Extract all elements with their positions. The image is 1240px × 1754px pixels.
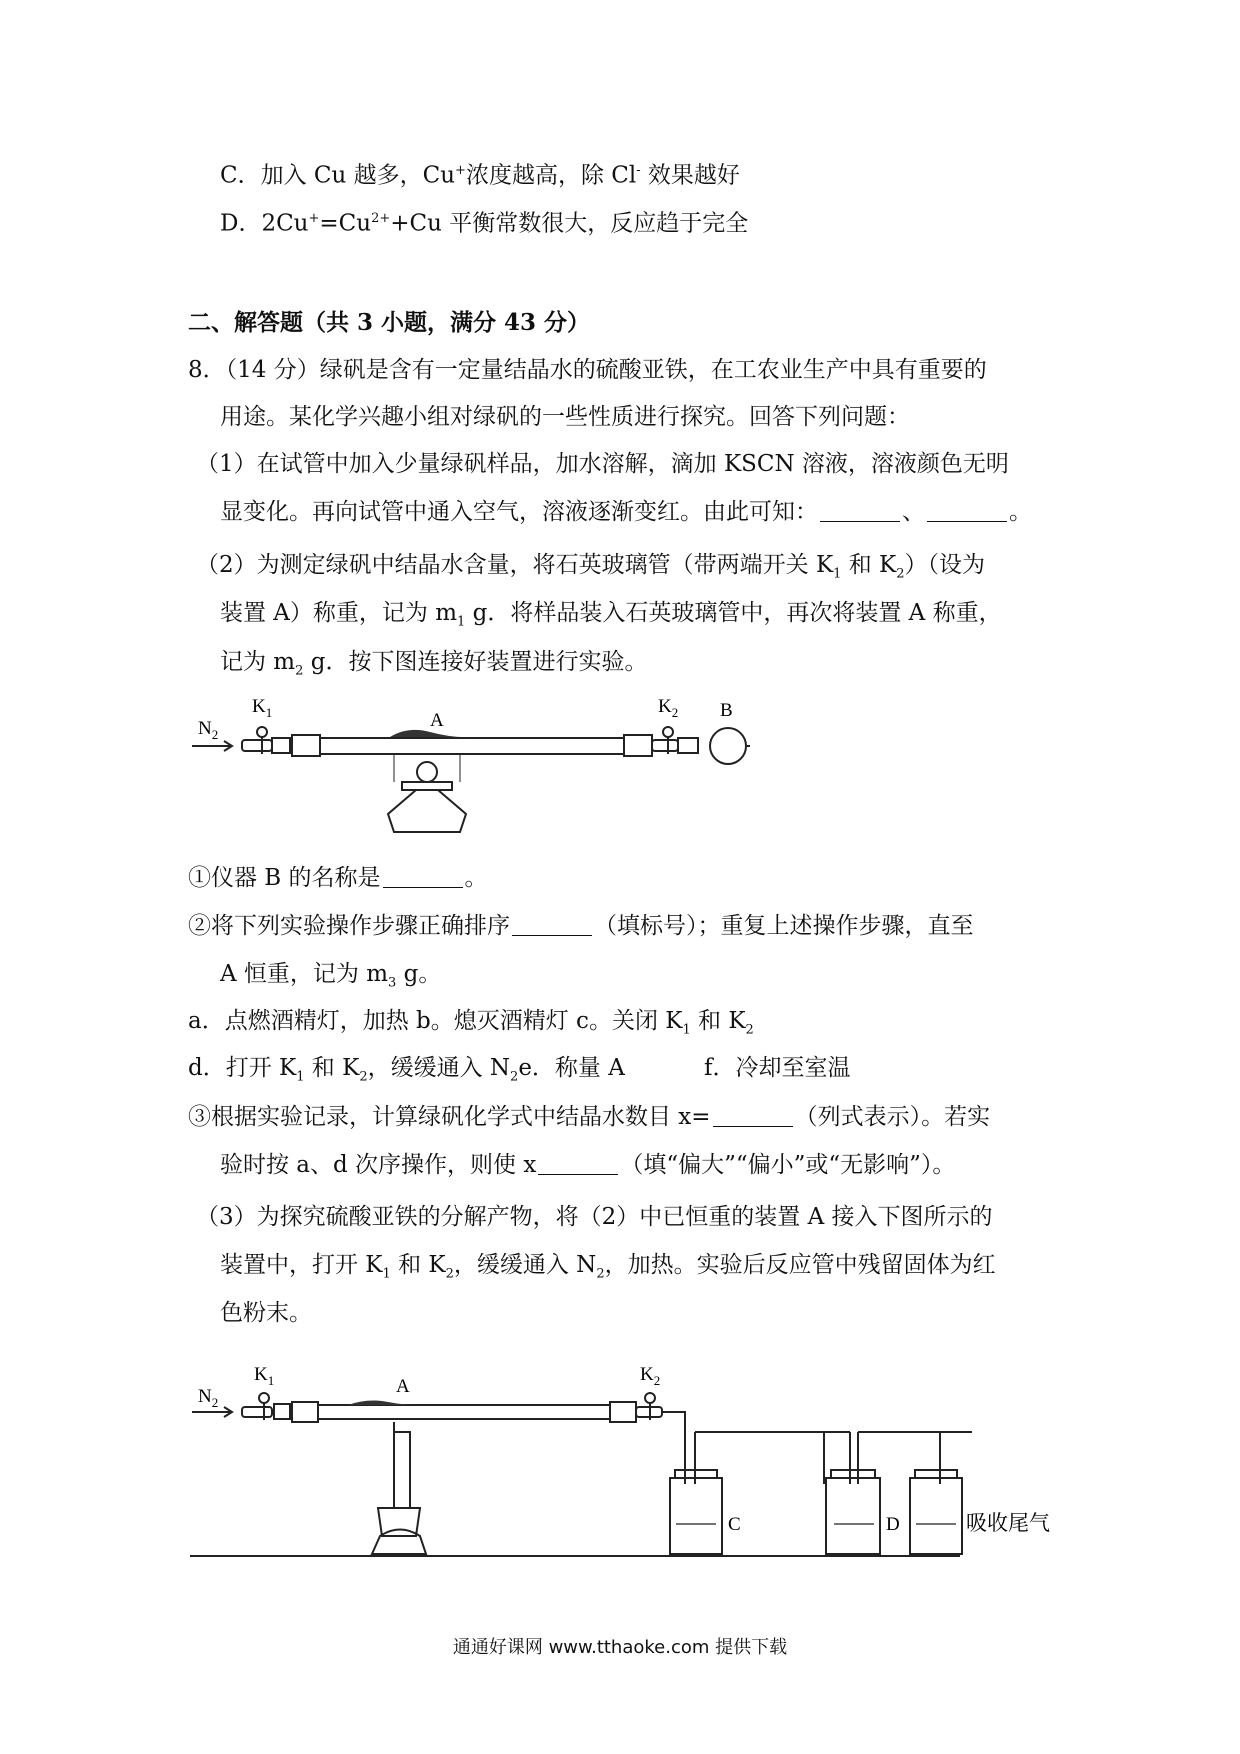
q8-part1-line1: （1）在试管中加入少量绿矾样品，加水溶解，滴加 KSCN 溶液，溶液颜色无明	[196, 451, 1009, 477]
option-c: C．加入 Cu 越多，Cu+浓度越高，除 Cl- 效果越好	[220, 162, 740, 189]
answer-blank[interactable]	[512, 915, 592, 936]
answer-blank[interactable]	[538, 1154, 618, 1175]
drying-tube-b	[710, 728, 746, 764]
svg-text:C: C	[728, 1514, 741, 1535]
apparatus-figure-1	[190, 690, 750, 840]
quartz-tube	[318, 1405, 610, 1419]
answer-blank[interactable]	[383, 867, 463, 888]
k1-connector	[272, 738, 290, 753]
quartz-tube	[320, 738, 624, 754]
burner-base	[372, 1530, 426, 1555]
q8-part3-line2: 装置中，打开 $K_1$ 和 $K_2$，缓缓通入 $N_2$，加热。实验后反应管中残留固体为红	[220, 1252, 996, 1282]
q8-step2: ②将下列实验操作步骤正确排序 （填标号）；重复上述操作步骤，直至	[188, 913, 974, 939]
b-connector	[678, 738, 698, 753]
section-title: 二、解答题（共 3 小题，满分 43 分）	[188, 309, 591, 336]
q8-part3-line3: 色粉末。	[220, 1300, 312, 1326]
svg-text:N2: $N_2$	[198, 1386, 219, 1410]
tail-gas-label: 吸收尾气	[966, 1511, 1050, 1535]
wash-bottle-d	[824, 1432, 880, 1554]
a-label: A	[430, 710, 444, 731]
svg-text:A: A	[396, 1376, 410, 1397]
k1-tube	[242, 740, 272, 751]
tube-stopper-right	[624, 735, 652, 756]
lamp-wick-holder	[402, 782, 452, 790]
apparatus-figure-2	[190, 1358, 1050, 1600]
q8-step1: ①仪器 B 的名称是 。	[188, 865, 488, 891]
q8-steps-line1: a．点燃酒精灯，加热 b。熄灭酒精灯 c。关闭 $K_1$ 和 $K_2$	[188, 1008, 754, 1038]
q8-steps-line2: d．打开 $K_1$ 和 $K_2$，缓缓通入 $N_2e$．称量 A	[188, 1055, 625, 1085]
answer-blank[interactable]	[820, 501, 900, 522]
tube-stopper-left	[292, 735, 320, 756]
answer-blank[interactable]	[927, 501, 1007, 522]
k1-label: $K_1$	[252, 696, 273, 720]
k2-tube	[652, 740, 678, 751]
page-footer: 通通好课网 www.tthaoke.com 提供下载	[452, 1637, 788, 1658]
k2-label: $K_2$	[658, 696, 679, 720]
svg-text:K1: $K_1$	[254, 1364, 275, 1388]
q8-steps-line2-f: f．冷却至室温	[704, 1055, 851, 1081]
q8-part2-line3: 记为 $m_2$ g．按下图连接好装置进行实验。	[220, 649, 648, 679]
alcohol-lamp	[388, 790, 466, 832]
answer-blank[interactable]	[713, 1106, 793, 1127]
q8-intro-line2: 用途。某化学兴趣小组对绿矾的一些性质进行探究。回答下列问题：	[220, 404, 910, 430]
burner-stand	[394, 1422, 410, 1508]
q8-part3-line1: （3）为探究硫酸亚铁的分解产物，将（2）中已恒重的装置 A 接入下图所示的	[196, 1204, 993, 1230]
b-label: B	[720, 700, 733, 721]
n2-label: $N_2$	[198, 718, 219, 742]
k2-valve	[663, 727, 673, 737]
q8-part2-line1: （2）为测定绿矾中结晶水含量，将石英玻璃管（带两端开关 $K_1$ 和 $K_2$）（设为	[196, 552, 986, 582]
k1-valve	[257, 727, 267, 737]
q8-step3: ③根据实验记录，计算绿矾化学式中结晶水数目 x= （列式表示）。若实	[188, 1104, 991, 1130]
lamp-flame	[417, 762, 437, 782]
q8-part2-line2: 装置 A）称重，记为 $m_1$ g．将样品装入石英玻璃管中，再次将装置 A 称重，	[220, 600, 1002, 630]
q8-step2-line2: A 恒重，记为 $m_3$ g。	[220, 961, 442, 991]
fig2-labels	[198, 1364, 1050, 1535]
absorption-bottle	[858, 1432, 972, 1554]
option-d: D．$2Cu^+=Cu^{2+}+Cu$ 平衡常数很大，反应趋于完全	[220, 210, 749, 237]
q8-step3-line2: 验时按 a、d 次序操作，则使 x （填“偏大”“偏小”或“无影响”）。	[220, 1152, 956, 1178]
q8-part1-line2: 显变化。再向试管中通入空气，溶液逐渐变红。由此可知： 、 。	[220, 499, 1032, 525]
svg-text:D: D	[886, 1514, 900, 1535]
gas-pipe	[662, 1412, 685, 1484]
svg-text:K2: $K_2$	[640, 1364, 661, 1388]
q8-intro-line1: 8．（14 分）绿矾是含有一定量结晶水的硫酸亚铁，在工农业生产中具有重要的	[188, 357, 987, 383]
